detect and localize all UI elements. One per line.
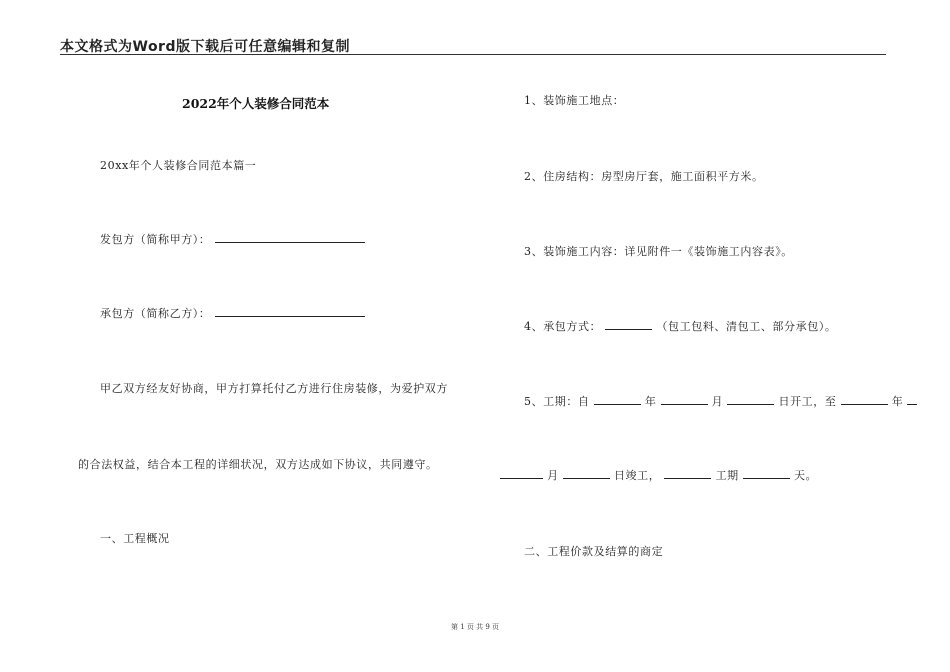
start-year-label: 年 xyxy=(644,395,657,408)
party-a-label: 发包方（简称甲方）： xyxy=(100,233,211,246)
end-year-trailing-blank[interactable] xyxy=(907,394,917,405)
start-month-label: 月 xyxy=(711,395,724,408)
page-footer: 第 1 页 共 9 页 xyxy=(450,623,500,631)
agreement-paragraph-line-2: 的合法权益，结合本工程的详细状况，双方达成如下协议，共同遵守。 xyxy=(78,458,438,471)
party-b-blank[interactable] xyxy=(215,306,365,317)
start-year-blank[interactable] xyxy=(594,394,641,405)
period-label: 工期 xyxy=(715,469,739,482)
days-label: 天。 xyxy=(793,469,818,482)
start-day-blank[interactable] xyxy=(727,394,774,405)
start-month-blank[interactable] xyxy=(661,394,708,405)
party-b-label: 承包方（简称乙方）： xyxy=(100,307,211,320)
item-contract-mode xyxy=(524,318,837,334)
schedule-from-label: 5、工期：自 xyxy=(524,395,590,408)
contract-mode-blank[interactable] xyxy=(605,319,652,330)
header-rule xyxy=(60,54,886,55)
start-day-label: 日开工，至 xyxy=(778,395,837,408)
item-structure: 2、住房结构：房型房厅套，施工面积平方米。 xyxy=(524,170,764,183)
intro-line: 20xx年个人装修合同范本篇一 xyxy=(100,159,257,172)
end-month-blank[interactable] xyxy=(500,468,543,479)
party-b-line xyxy=(100,305,365,321)
end-month-label: 月 xyxy=(547,469,559,482)
section-heading-overview: 一、工程概况 xyxy=(100,532,170,545)
header-note: 本文格式为Word版下载后可任意编辑和复制 xyxy=(60,39,350,55)
end-day-label: 日竣工， xyxy=(613,469,661,482)
section-heading-pricing: 二、工程价款及结算的商定 xyxy=(524,545,664,558)
item-schedule-line-1 xyxy=(524,393,917,409)
party-a-line xyxy=(100,231,365,247)
end-year-label: 年 xyxy=(891,395,904,408)
item-schedule-line-2 xyxy=(500,467,817,483)
document-title: 2022年个人装修合同范本 xyxy=(182,96,330,111)
party-a-blank[interactable] xyxy=(215,232,365,243)
period-blank[interactable] xyxy=(664,468,711,479)
item-content: 3、装饰施工内容：详见附件一《装饰施工内容表》。 xyxy=(524,245,793,258)
days-blank[interactable] xyxy=(743,468,790,479)
item-location: 1、装饰施工地点： xyxy=(524,94,625,107)
end-year-blank[interactable] xyxy=(841,394,888,405)
agreement-paragraph-line-1: 甲乙双方经友好协商，甲方打算托付乙方进行住房装修，为爱护双方 xyxy=(100,382,448,395)
item-contract-mode-label: 4、承包方式： xyxy=(524,320,602,333)
end-day-blank[interactable] xyxy=(563,468,610,479)
item-contract-mode-options: （包工包料、清包工、部分承包）。 xyxy=(656,320,837,333)
